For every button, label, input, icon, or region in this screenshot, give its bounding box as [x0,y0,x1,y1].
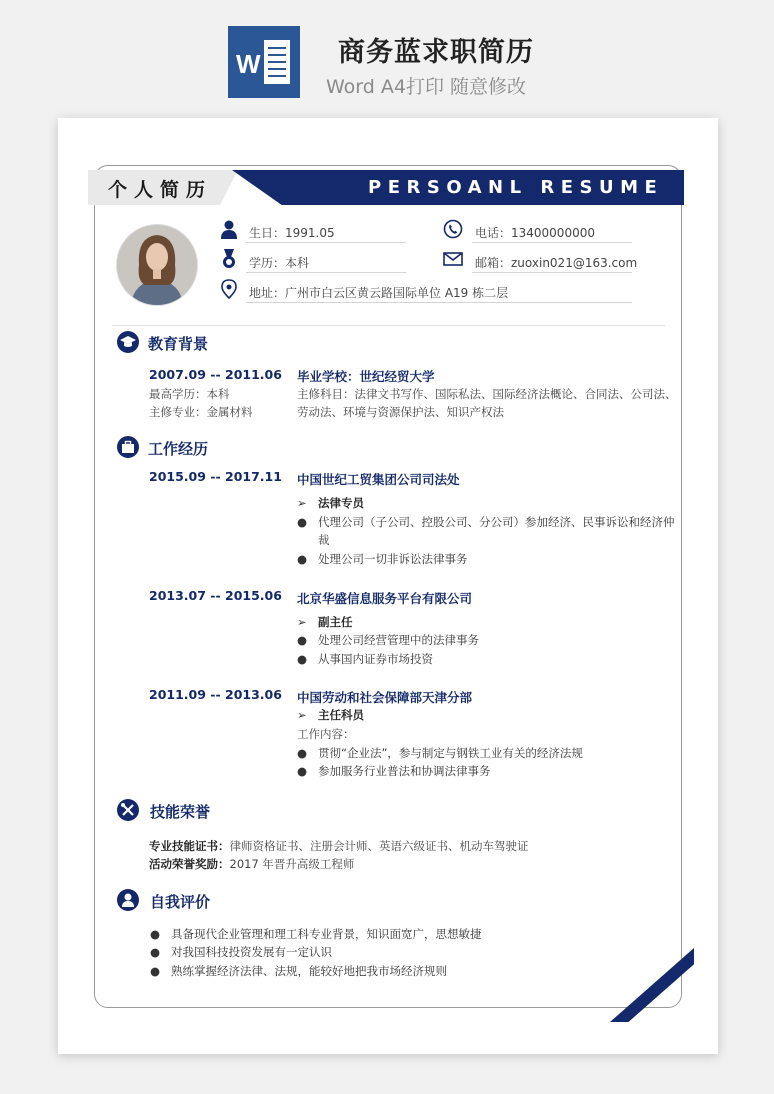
banner-subtitle: Word A4打印 随意修改 [326,76,527,98]
bullet-marker: ● [297,764,308,778]
job-date: 2013.07 -- 2015.06 [149,588,282,603]
person-icon [219,219,239,239]
briefcase-icon [117,436,139,458]
info-underline [246,242,406,243]
education-title: 教育背景 [148,335,209,353]
arrow-marker: ➢ [297,708,307,722]
job-role: 副主任 [318,615,353,629]
profile-photo [116,224,198,306]
job-duty: 参加服务行业普法和协调法律事务 [318,764,491,778]
skills-cert-value: 律师资格证书、注册会计师、英语六级证书、机动车驾驶证 [229,839,529,853]
header-title-cn: 个人简历 [108,179,213,201]
bullet-marker: ● [297,515,308,529]
self-item: 对我国科技投资发展有一定认识 [171,945,332,959]
work-title: 工作经历 [148,440,209,458]
mail-icon [443,249,463,269]
job-duty: 贯彻“企业法”，参与制定与钢铁工业有关的经济法规 [318,746,583,760]
job-role: 主任科员 [318,708,364,722]
bullet-marker: ● [150,927,161,941]
self-title: 自我评价 [150,893,211,911]
medal-icon [219,249,239,269]
job-content-label: 工作内容： [297,727,355,741]
phone-icon [443,219,463,239]
job-duty: 处理公司一切非诉讼法律事务 [318,552,468,566]
job-date: 2015.09 -- 2017.11 [149,469,282,484]
bullet-marker: ● [297,633,308,647]
bullet-marker: ● [150,964,161,978]
skills-cert [149,837,529,855]
education-courses: 劳动法、环境与资源保护法、知识产权法 [297,405,504,419]
education-major: 主修专业：金属材料 [149,405,253,419]
skills-title: 技能荣誉 [150,803,211,821]
word-letter: W [236,49,261,79]
info-degree: 学历：本科 [249,256,310,270]
bullet-marker: ● [297,652,308,666]
banner-title: 商务蓝求职简历 [338,37,534,68]
job-duty: 代理公司（子公司、控股公司、分公司）参加经济、民事诉讼和经济仲 [318,515,675,529]
job-company: 北京华盛信息服务平台有限公司 [297,591,473,606]
info-underline [246,272,406,273]
bullet-marker: ● [150,945,161,959]
location-pin-icon [219,279,239,299]
header-title-en: PERSOANL RESUME [368,177,664,198]
info-birth: 生日：1991.05 [249,226,335,240]
self-item: 熟练掌握经济法律、法规，能较好地把我市场经济规则 [171,964,447,978]
skills-award-value: 2017 年晋升高级工程师 [229,857,355,871]
info-phone: 电话：13400000000 [475,226,595,240]
user-icon [117,889,139,911]
arrow-marker: ➢ [297,496,307,510]
info-underline [246,302,632,303]
education-courses: 主修科目：法律文书写作、国际私法、国际经济法概论、合同法、公司法、 [297,387,677,401]
job-company: 中国世纪工贸集团公司司法处 [297,472,460,487]
arrow-marker: ➢ [297,615,307,629]
job-date: 2011.09 -- 2013.06 [149,687,282,702]
education-school: 毕业学校：世纪经贸大学 [297,369,435,384]
skills-cert-label: 专业技能证书： [149,839,230,853]
skills-award [149,855,354,873]
job-role: 法律专员 [318,496,364,510]
job-company: 中国劳动和社会保障部天津分部 [297,690,473,705]
info-address: 地址：广州市白云区黄云路国际单位 A19 栋二层 [249,286,509,300]
bullet-marker: ● [297,552,308,566]
skills-award-label: 活动荣誉奖励： [149,857,230,871]
self-item: 具备现代企业管理和理工科专业背景，知识面宽广，思想敏捷 [171,927,482,941]
word-icon [228,26,300,98]
section-divider [112,325,665,326]
top-banner [0,0,774,118]
education-degree: 最高学历：本科 [149,387,230,401]
job-duty: 从事国内证券市场投资 [318,652,433,666]
info-underline [472,242,632,243]
bullet-marker: ● [297,746,308,760]
tools-icon [117,799,139,821]
education-date: 2007.09 -- 2011.06 [149,367,282,382]
info-underline [472,272,632,273]
info-email: 邮箱：zuoxin021@163.com [475,256,638,270]
graduation-cap-icon [117,331,139,353]
job-duty-cont: 裁 [318,533,330,547]
job-duty: 处理公司经营管理中的法律事务 [318,633,479,647]
